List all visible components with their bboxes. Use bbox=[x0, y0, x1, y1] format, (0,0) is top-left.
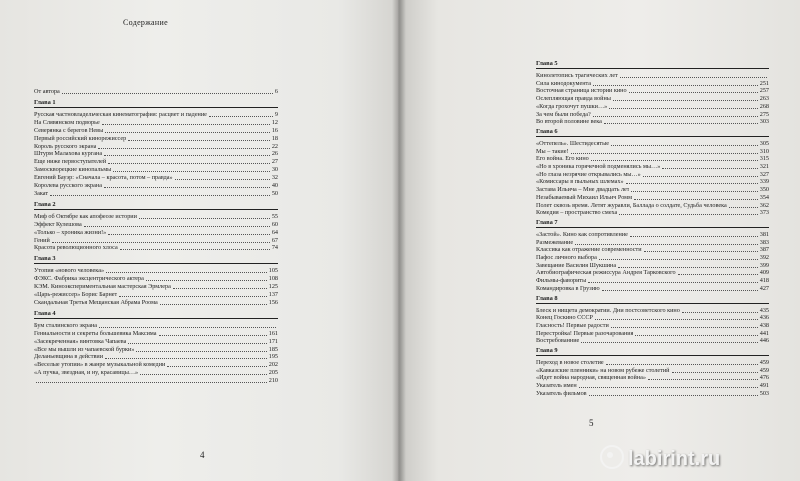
toc-entry-page: 315 bbox=[759, 155, 769, 163]
toc-entry[interactable] bbox=[536, 359, 769, 366]
toc-entry-title: ФЭКС. Фабрика эксцентрического актера bbox=[34, 275, 144, 283]
toc-entry-title: Гений bbox=[34, 236, 50, 244]
dot-leader bbox=[626, 183, 758, 184]
toc-entry[interactable] bbox=[34, 377, 278, 384]
labirint-logo-icon bbox=[600, 445, 624, 469]
toc-entry[interactable] bbox=[536, 118, 769, 125]
toc-entry[interactable] bbox=[34, 275, 278, 282]
toc-entry-page: 22 bbox=[271, 142, 278, 150]
chapter-rule bbox=[536, 303, 769, 304]
toc-entry[interactable] bbox=[34, 143, 278, 150]
toc-entry-title: Гласность! Первые радости bbox=[536, 321, 609, 329]
dot-leader bbox=[604, 123, 758, 124]
toc-entry[interactable] bbox=[34, 322, 278, 329]
toc-entry-title: «Идет война народная, священная война» bbox=[536, 374, 646, 382]
toc-entry-title: Завещание Василия Шукшина bbox=[536, 261, 617, 269]
toc-entry[interactable] bbox=[536, 390, 769, 397]
dot-leader bbox=[139, 218, 270, 219]
toc-entry-title: Фильмы-фавориты bbox=[536, 277, 587, 285]
toc-entry-page: 40 bbox=[271, 182, 278, 189]
dot-leader bbox=[98, 148, 269, 149]
dot-leader bbox=[595, 319, 758, 320]
toc-entry-page: 268 bbox=[759, 102, 769, 110]
toc-entry[interactable] bbox=[536, 231, 769, 238]
dot-leader bbox=[99, 327, 276, 328]
toc-entry-title: Указатель фильмов bbox=[536, 389, 587, 397]
dot-leader bbox=[102, 124, 270, 125]
toc-entry-page: 275 bbox=[759, 110, 769, 118]
dot-leader bbox=[104, 187, 270, 188]
dot-leader bbox=[635, 335, 757, 336]
toc-entry[interactable] bbox=[536, 95, 769, 102]
toc-entry-title: «Но глаза незрячие открывались мы…» bbox=[536, 170, 641, 178]
toc-entry[interactable] bbox=[536, 209, 769, 216]
toc-entry-page: 64 bbox=[271, 228, 278, 236]
toc-entry[interactable] bbox=[34, 111, 278, 118]
toc-entry[interactable] bbox=[34, 221, 278, 228]
toc-entry[interactable] bbox=[536, 163, 769, 170]
toc-entry-title: Переход в новое столетие bbox=[536, 359, 604, 366]
toc-entry-title: Скандальная Третья Мещанская Абрама Роома bbox=[34, 298, 158, 306]
dot-leader bbox=[581, 342, 757, 343]
toc-entry-title: Штурм Малахова кургана bbox=[34, 150, 103, 158]
toc-entry-page: 303 bbox=[759, 118, 769, 126]
toc-entry-page: 327 bbox=[759, 170, 769, 178]
toc-entry[interactable] bbox=[34, 174, 278, 181]
toc-entry[interactable] bbox=[536, 322, 769, 329]
toc-entry[interactable] bbox=[34, 88, 278, 95]
page-number-left: 4 bbox=[200, 450, 205, 460]
chapter-heading: Глава 5 bbox=[536, 60, 558, 67]
toc-entry[interactable] bbox=[536, 277, 769, 284]
toc-entry-title: Гениальности и секреты большевика Максима bbox=[34, 329, 157, 337]
toc-entry-page: 26 bbox=[271, 150, 278, 158]
toc-entry-page: 210 bbox=[268, 377, 278, 385]
toc-entry-page: 446 bbox=[759, 337, 769, 345]
toc-entry-title: Его война. Его кино bbox=[536, 155, 589, 163]
dot-leader bbox=[631, 191, 757, 192]
toc-entry-page: 399 bbox=[759, 261, 769, 269]
dot-leader bbox=[648, 379, 758, 380]
toc-entry[interactable] bbox=[34, 213, 278, 220]
toc-entry-title: «Но в хроника горячечной подменялись мы…» bbox=[536, 163, 661, 170]
toc-entry-page: 125 bbox=[268, 283, 278, 291]
dot-leader bbox=[629, 92, 758, 93]
page-heading: Содержание bbox=[123, 18, 168, 27]
dot-leader bbox=[108, 234, 270, 235]
toc-entry-title: КЭМ. Киноэкспериментальная мастерская Эрмлера bbox=[34, 283, 171, 291]
dot-leader bbox=[606, 364, 758, 365]
dot-leader bbox=[619, 214, 757, 215]
toc-entry-page: 30 bbox=[271, 166, 278, 174]
toc-entry-page: 251 bbox=[759, 79, 769, 87]
toc-entry[interactable] bbox=[536, 111, 769, 118]
toc-entry-title: «Застой». Кино как сопротивление bbox=[536, 230, 628, 238]
toc-entry-title: За чем были победа? bbox=[536, 110, 591, 118]
toc-entry-title: Командировка в Грузию bbox=[536, 284, 600, 292]
toc-entry-page: 321 bbox=[759, 163, 769, 170]
toc-entry[interactable] bbox=[34, 369, 278, 376]
toc-entry[interactable] bbox=[536, 374, 769, 381]
toc-entry[interactable] bbox=[34, 330, 278, 337]
dot-leader bbox=[36, 382, 267, 383]
dot-leader bbox=[579, 387, 758, 388]
toc-entry-title: Евгений Бауэр: «Сначала – красота, потом – правда» bbox=[34, 174, 173, 182]
chapter-rule bbox=[536, 355, 769, 356]
chapter-heading: Глава 4 bbox=[34, 309, 56, 317]
toc-entry-title: Русская частновладельческая кинематография: расцвет и падение bbox=[34, 110, 207, 118]
toc-entry-title: «Кавказские пленники» на новом рубеже столетий bbox=[536, 366, 670, 374]
toc-entry-page: 50 bbox=[271, 189, 278, 197]
toc-entry-title: Классика как отражение современности bbox=[536, 246, 642, 254]
chapter-heading: Глава 2 bbox=[34, 200, 56, 208]
toc-entry-title: Незабываемый Михаил Ильич Ромм bbox=[536, 193, 633, 201]
toc-entry-page: 435 bbox=[759, 306, 769, 314]
dot-leader bbox=[160, 304, 267, 305]
toc-entry-title: На Слявянском подворье bbox=[34, 118, 100, 126]
toc-entry[interactable] bbox=[34, 299, 278, 306]
toc-entry-page: 409 bbox=[759, 269, 769, 277]
toc-entry-title: Указатель имен bbox=[536, 382, 577, 390]
dot-leader bbox=[678, 274, 758, 275]
chapter-heading: Глава 7 bbox=[536, 218, 558, 226]
toc-entry[interactable] bbox=[34, 229, 278, 236]
watermark-text: labirint.ru bbox=[628, 448, 721, 470]
toc-entry-title: Блеск и нищета демократии. Дни постсоветского кино bbox=[536, 306, 680, 314]
toc-entry-page: 9 bbox=[274, 110, 278, 118]
toc-entry-page: 185 bbox=[268, 345, 278, 353]
toc-entry-title: «Оттепель». Шестидесятые bbox=[536, 139, 610, 147]
toc-entry-page: 161 bbox=[268, 329, 278, 337]
dot-leader bbox=[589, 395, 758, 396]
dot-leader bbox=[682, 312, 758, 313]
toc-entry[interactable] bbox=[536, 171, 769, 178]
toc-entry-title: Замоскворецкие кинопальмы bbox=[34, 166, 112, 174]
dot-leader bbox=[50, 195, 270, 196]
toc-entry[interactable] bbox=[536, 337, 769, 344]
toc-entry-page: 202 bbox=[268, 361, 278, 369]
toc-entry-title: Комедия – пространство смеха bbox=[536, 209, 618, 217]
toc-entry-page: 74 bbox=[271, 244, 278, 252]
dot-leader bbox=[613, 100, 758, 101]
toc-entry-title: «Все мы вышли из чапаевской бурки» bbox=[34, 345, 135, 353]
toc-entry-page: 171 bbox=[268, 337, 278, 345]
toc-entry-page: 32 bbox=[271, 174, 278, 182]
toc-entry-page: 418 bbox=[759, 277, 769, 285]
toc-entry[interactable] bbox=[536, 87, 769, 94]
dot-leader bbox=[167, 366, 266, 367]
toc-entry-title: Королева русского экрана bbox=[34, 182, 102, 189]
toc-entry-title: Во второй половине века bbox=[536, 118, 602, 126]
toc-entry-title: Утопия «нового человека» bbox=[34, 267, 105, 275]
dot-leader bbox=[105, 132, 270, 133]
chapter-rule bbox=[536, 227, 769, 228]
toc-entry[interactable] bbox=[536, 239, 769, 246]
toc-entry[interactable] bbox=[34, 135, 278, 142]
toc-entry-title: Сила кинодокумента bbox=[536, 79, 592, 87]
toc-entry[interactable] bbox=[536, 307, 769, 314]
toc-entry[interactable] bbox=[536, 155, 769, 162]
toc-entry-title: Красота революционного хлоса bbox=[34, 244, 118, 252]
toc-entry-title: «Веселые утопии» в жанре музыкальной комедии bbox=[34, 361, 166, 369]
dot-leader bbox=[146, 280, 267, 281]
toc-entry[interactable] bbox=[536, 246, 769, 253]
dot-leader bbox=[140, 374, 267, 375]
dot-leader bbox=[119, 296, 266, 297]
toc-entry[interactable] bbox=[34, 244, 278, 251]
toc-entry-page: 459 bbox=[759, 359, 769, 366]
toc-entry-title: Восточная страница истории кино bbox=[536, 87, 627, 95]
dot-leader bbox=[120, 249, 270, 250]
dot-leader bbox=[62, 93, 273, 94]
dot-leader bbox=[571, 153, 758, 154]
toc-entry[interactable] bbox=[536, 367, 769, 374]
toc-entry-title: Деланьевщина в действии bbox=[34, 353, 104, 361]
toc-entry[interactable] bbox=[34, 283, 278, 290]
toc-entry-page: 205 bbox=[268, 369, 278, 377]
toc-entry-page: 392 bbox=[759, 254, 769, 261]
toc-entry-page: 6 bbox=[274, 88, 278, 95]
dot-leader bbox=[159, 335, 267, 336]
toc-entry[interactable] bbox=[34, 190, 278, 197]
toc-entry-title: Конец Госкино СССР bbox=[536, 314, 593, 322]
toc-entry-page: 67 bbox=[271, 236, 278, 244]
toc-entry-page: 55 bbox=[271, 212, 278, 220]
toc-entry-page: 491 bbox=[759, 382, 769, 390]
page-number-right: 5 bbox=[589, 418, 594, 428]
dot-leader bbox=[113, 171, 269, 172]
dot-leader bbox=[662, 168, 757, 169]
toc-entry[interactable] bbox=[34, 166, 278, 173]
chapter-heading: Глава 3 bbox=[34, 255, 56, 263]
toc-entry[interactable] bbox=[536, 194, 769, 201]
toc-entry[interactable] bbox=[34, 237, 278, 244]
dot-leader bbox=[106, 272, 267, 273]
dot-leader bbox=[593, 116, 758, 117]
toc-entry[interactable] bbox=[34, 361, 278, 368]
toc-entry-title: Эффект Кулешова bbox=[34, 220, 82, 228]
toc-entry-title: Кинолетопись трагических лет bbox=[536, 72, 618, 79]
chapter-rule bbox=[34, 107, 278, 108]
toc-entry-page: 373 bbox=[759, 209, 769, 217]
toc-entry[interactable] bbox=[34, 353, 278, 360]
toc-entry-title: Пафос личного выбора bbox=[536, 254, 597, 261]
dot-leader bbox=[630, 236, 758, 237]
dot-leader bbox=[611, 145, 758, 146]
toc-entry[interactable] bbox=[536, 314, 769, 321]
toc-entry-page: 156 bbox=[268, 298, 278, 306]
toc-entry-title: Северянка с берегов Невы bbox=[34, 126, 104, 134]
toc-entry[interactable] bbox=[536, 330, 769, 337]
right-page bbox=[398, 0, 800, 481]
toc-entry-title: «Засекреченная» винтовка Чапаева bbox=[34, 337, 127, 345]
toc-entry-page: 105 bbox=[268, 267, 278, 275]
dot-leader bbox=[609, 108, 757, 109]
dot-leader bbox=[575, 244, 758, 245]
chapter-heading: Глава 9 bbox=[536, 347, 558, 354]
toc-entry-title: Полет сквозь время. Летят журавли, Баллада о солдате, Судьба человека bbox=[536, 201, 727, 209]
toc-entry-title: «А пучка, звездная, и ну, красавицы…» bbox=[34, 369, 139, 377]
toc-entry[interactable] bbox=[34, 119, 278, 126]
toc-entry-title: От автора bbox=[34, 88, 60, 95]
toc-entry-title: Востребованние bbox=[536, 337, 580, 345]
toc-entry-page: 16 bbox=[271, 126, 278, 134]
chapter-heading: Глава 6 bbox=[536, 127, 558, 135]
toc-entry-title: Ослепляющая правда войны bbox=[536, 95, 611, 103]
dot-leader bbox=[672, 372, 758, 373]
toc-entry-page: 339 bbox=[759, 178, 769, 186]
toc-entry[interactable] bbox=[536, 148, 769, 155]
toc-entry-page: 476 bbox=[759, 374, 769, 382]
dot-leader bbox=[599, 259, 758, 260]
dot-leader bbox=[128, 140, 270, 141]
dot-leader bbox=[128, 343, 266, 344]
toc-entry-title: Первый российский кинорежиссер bbox=[34, 134, 127, 142]
chapter-rule bbox=[34, 318, 278, 319]
toc-entry-page: 354 bbox=[759, 193, 769, 201]
toc-entry-page: 427 bbox=[759, 284, 769, 292]
toc-entry[interactable] bbox=[536, 269, 769, 276]
toc-entry-title: Миф об Октябре как апофеозе истории bbox=[34, 212, 137, 220]
toc-entry[interactable] bbox=[536, 80, 769, 87]
toc-entry[interactable] bbox=[34, 338, 278, 345]
toc-entry-page: 503 bbox=[759, 389, 769, 397]
dot-leader bbox=[602, 290, 758, 291]
toc-entry-page: 383 bbox=[759, 238, 769, 246]
toc-entry-title: Мы – такие! bbox=[536, 147, 569, 155]
watermark bbox=[600, 445, 720, 471]
dot-leader bbox=[175, 179, 270, 180]
toc-entry-title: Размежевание bbox=[536, 238, 574, 246]
toc-entry-title: «Царь-режиссер» Борис Барнет bbox=[34, 291, 118, 298]
toc-entry-page: 459 bbox=[759, 366, 769, 374]
toc-entry-page: 350 bbox=[759, 186, 769, 194]
chapter-rule bbox=[536, 68, 769, 69]
dot-leader bbox=[593, 85, 758, 86]
dot-leader bbox=[634, 199, 758, 200]
toc-entry-title: Застава Ильича – Мне двадцать лет bbox=[536, 186, 630, 194]
toc-entry-title: Король русского экрана bbox=[34, 142, 97, 150]
dot-leader bbox=[620, 77, 767, 78]
toc-entry-page: 436 bbox=[759, 314, 769, 322]
toc-entry-page: 381 bbox=[759, 230, 769, 238]
toc-entry[interactable] bbox=[34, 150, 278, 157]
toc-entry-page: 137 bbox=[268, 291, 278, 298]
toc-entry[interactable] bbox=[536, 103, 769, 110]
dot-leader bbox=[209, 116, 273, 117]
toc-entry-title: Закат bbox=[34, 189, 49, 197]
dot-leader bbox=[618, 267, 758, 268]
toc-entry[interactable] bbox=[34, 267, 278, 274]
toc-entry[interactable] bbox=[536, 72, 769, 79]
dot-leader bbox=[136, 351, 266, 352]
toc-entry-title: «Только – хроника жизни!» bbox=[34, 228, 107, 236]
toc-entry[interactable] bbox=[536, 140, 769, 147]
dot-leader bbox=[84, 226, 270, 227]
toc-entry-title: Перестройка! Первые разочарования bbox=[536, 329, 634, 337]
chapter-heading: Глава 1 bbox=[34, 98, 56, 106]
toc-entry-page: 441 bbox=[759, 329, 769, 337]
toc-entry-title: «Комиссары в пыльных шлемах» bbox=[536, 178, 624, 186]
toc-entry-page: 60 bbox=[271, 220, 278, 228]
toc-entry-title: «Когда грохочут пушки…» bbox=[536, 102, 608, 110]
toc-entry-page: 438 bbox=[759, 321, 769, 329]
toc-entry-page: 18 bbox=[271, 134, 278, 142]
toc-entry[interactable] bbox=[536, 262, 769, 269]
toc-entry-page: 257 bbox=[759, 87, 769, 95]
toc-entry-title: Бум сталинского экрана bbox=[34, 321, 98, 329]
toc-entry[interactable] bbox=[536, 382, 769, 389]
toc-entry-page: 195 bbox=[268, 353, 278, 361]
toc-entry-page: 108 bbox=[268, 275, 278, 283]
chapter-rule bbox=[34, 209, 278, 210]
chapter-rule bbox=[34, 263, 278, 264]
left-page bbox=[0, 0, 398, 481]
dot-leader bbox=[588, 282, 757, 283]
toc-entry[interactable] bbox=[536, 254, 769, 261]
dot-leader bbox=[729, 207, 758, 208]
dot-leader bbox=[108, 163, 270, 164]
dot-leader bbox=[104, 155, 270, 156]
toc-entry[interactable] bbox=[34, 291, 278, 298]
dot-leader bbox=[52, 242, 270, 243]
toc-entry[interactable] bbox=[34, 158, 278, 165]
toc-entry[interactable] bbox=[34, 127, 278, 134]
toc-entry[interactable] bbox=[536, 186, 769, 193]
chapter-heading: Глава 8 bbox=[536, 294, 558, 302]
dot-leader bbox=[643, 176, 758, 177]
toc-entry[interactable] bbox=[34, 182, 278, 189]
toc-entry-page: 310 bbox=[759, 147, 769, 155]
dot-leader bbox=[644, 251, 758, 252]
toc-entry-title: Автобиографическая режиссура Андрея Тарковского bbox=[536, 269, 676, 277]
toc-entry-page: 387 bbox=[759, 246, 769, 254]
toc-entry[interactable] bbox=[34, 346, 278, 353]
chapter-rule bbox=[536, 136, 769, 137]
toc-entry-page: 263 bbox=[759, 95, 769, 103]
toc-entry-page: 27 bbox=[271, 158, 278, 166]
book-gutter bbox=[392, 0, 406, 481]
toc-entry-page: 12 bbox=[271, 118, 278, 126]
toc-entry[interactable] bbox=[536, 285, 769, 292]
toc-entry[interactable] bbox=[536, 178, 769, 185]
dot-leader bbox=[105, 358, 267, 359]
toc-entry-title: Еще ниже первоступателей bbox=[34, 158, 107, 166]
dot-leader bbox=[173, 288, 267, 289]
dot-leader bbox=[591, 160, 758, 161]
toc-entry[interactable] bbox=[536, 202, 769, 209]
toc-entry-page: 362 bbox=[759, 201, 769, 209]
toc-entry-page: 305 bbox=[759, 139, 769, 147]
dot-leader bbox=[611, 327, 758, 328]
